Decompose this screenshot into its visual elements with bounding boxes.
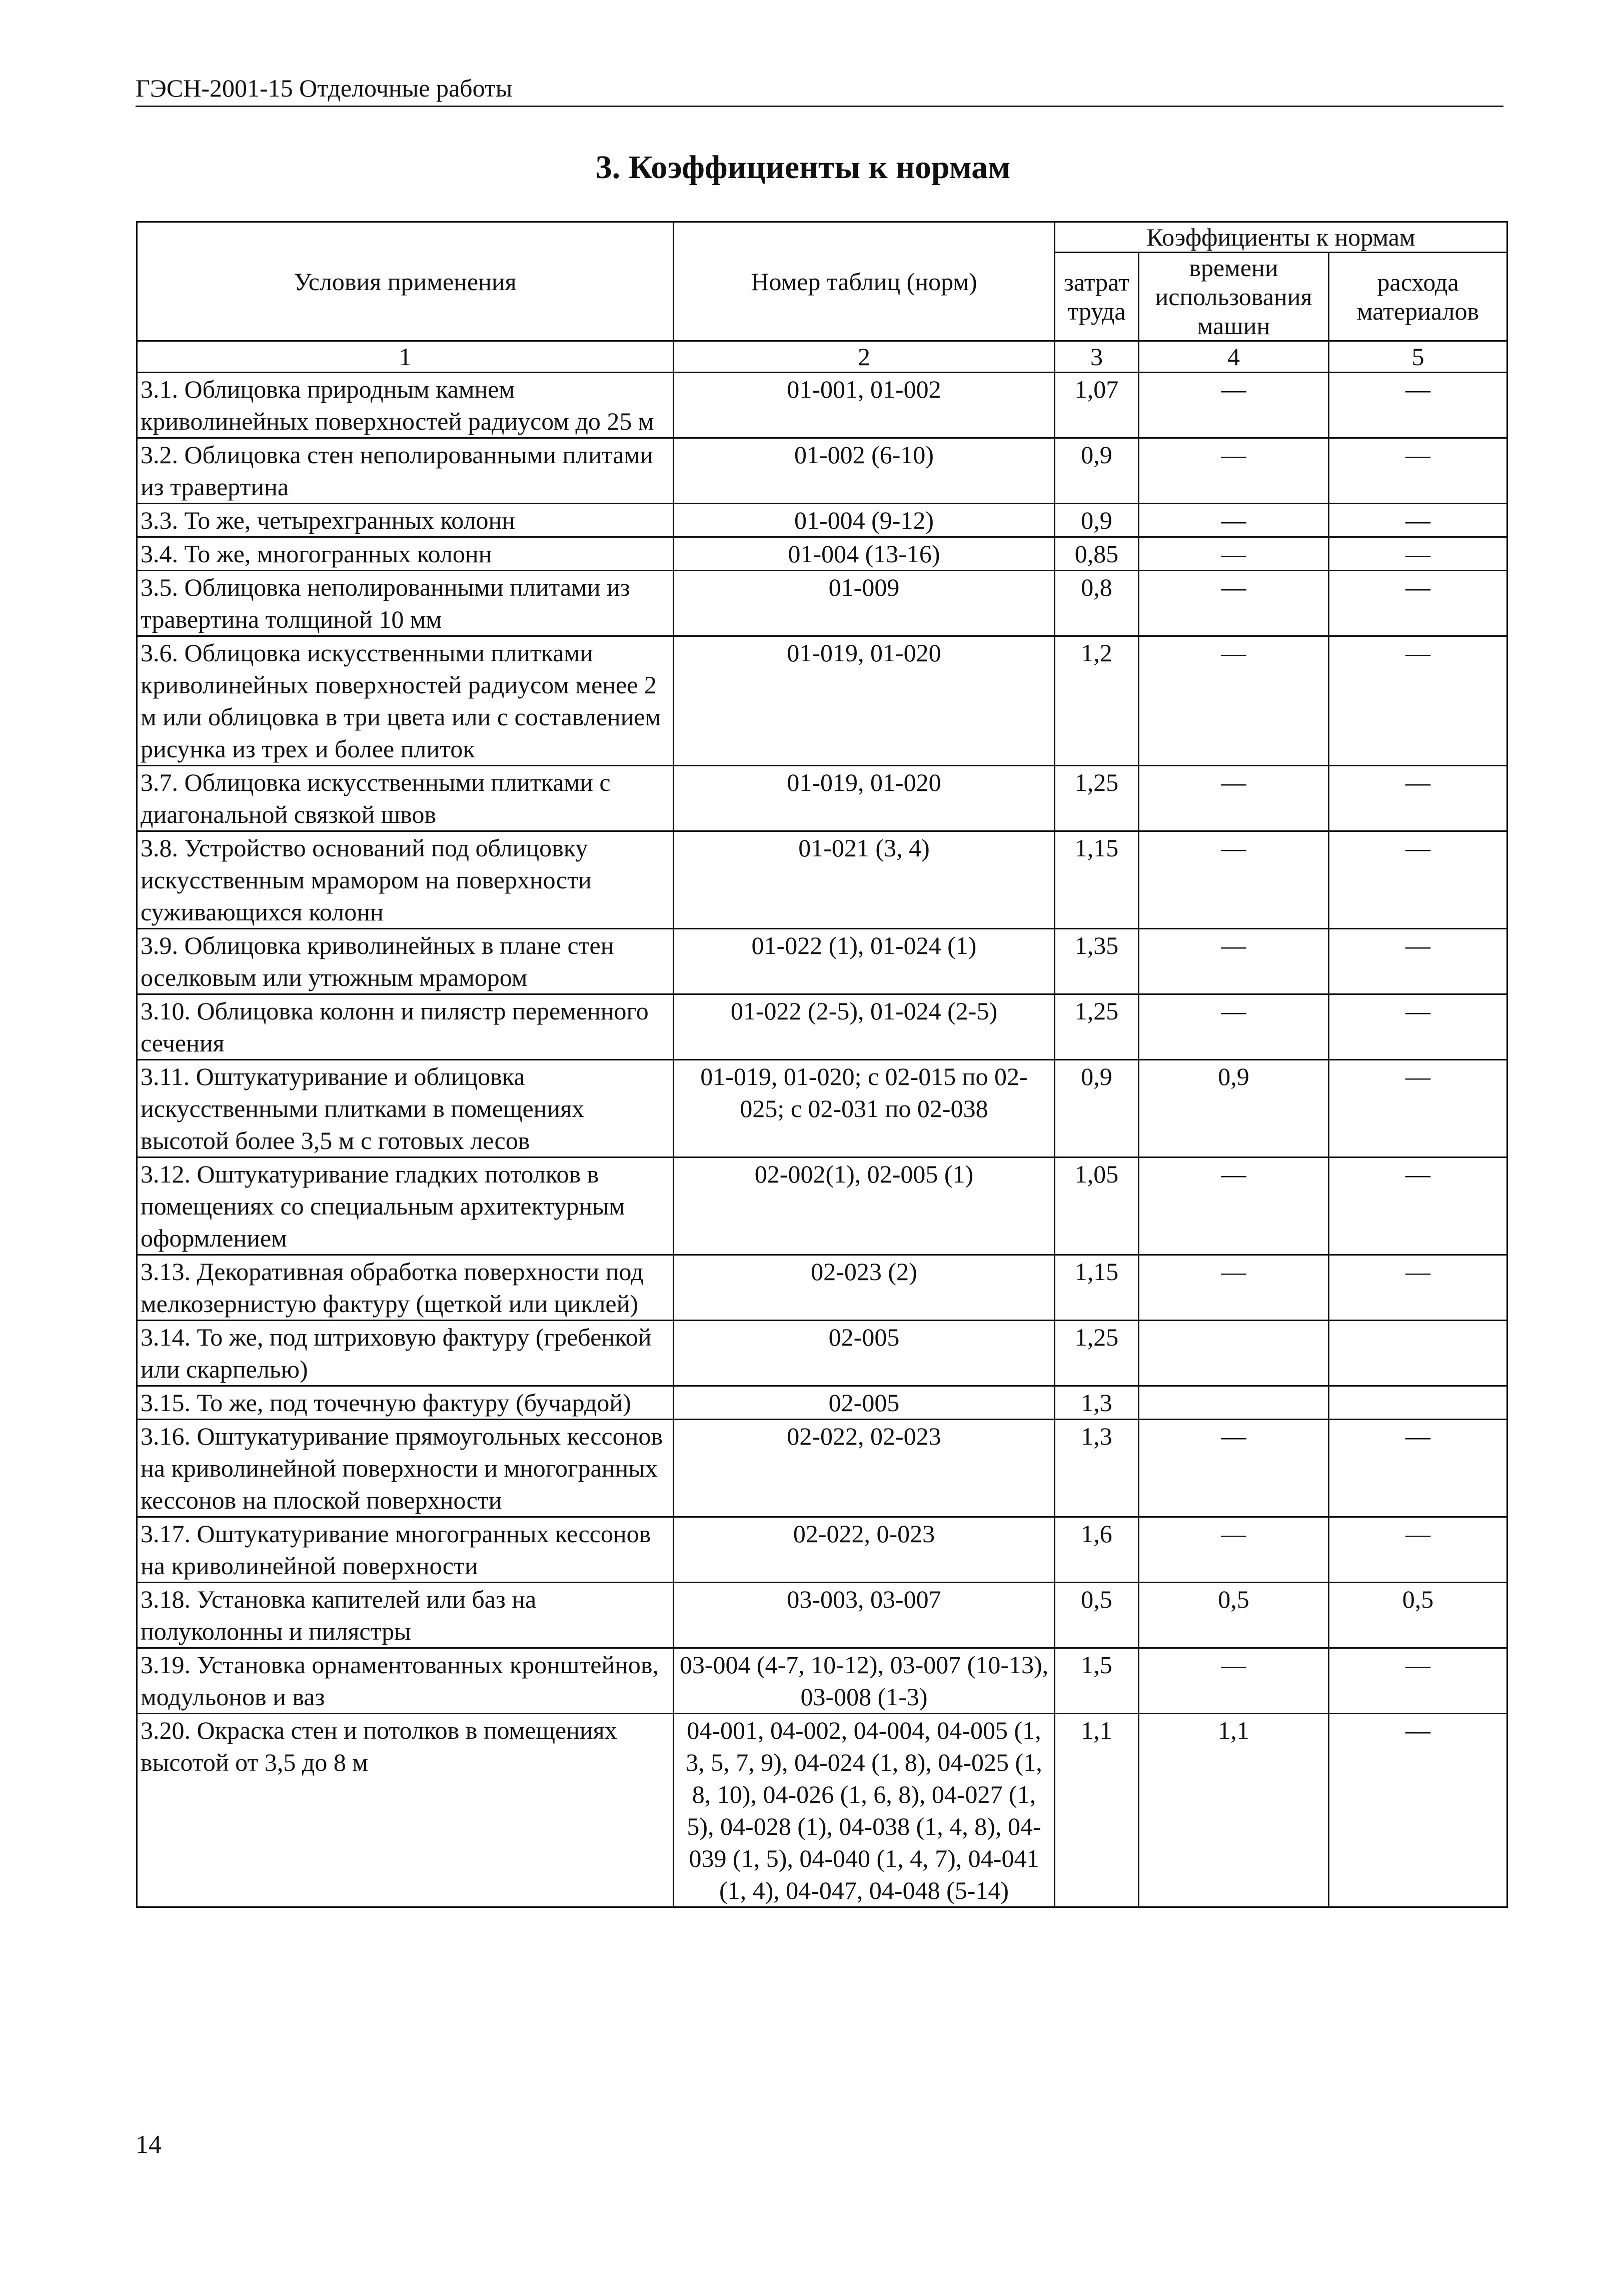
row-labor-coef: 0,85 bbox=[1055, 537, 1139, 571]
row-condition: 3.11. Оштукатуривание и облицовка искусственными плитками в помещениях высотой более 3,5 м с готовых лесов bbox=[137, 1060, 674, 1158]
table-row bbox=[137, 994, 1507, 1060]
row-table-numbers: 01-004 (9-12) bbox=[674, 504, 1055, 537]
row-table-numbers: 02-002(1), 02-005 (1) bbox=[674, 1158, 1055, 1255]
row-machine-coef: — bbox=[1139, 438, 1329, 504]
row-table-numbers: 04-001, 04-002, 04-004, 04-005 (1, 3, 5, 7, 9), 04-024 (1, 8), 04-025 (1, 8, 10), 04-026 (1, 6, 8), 04-027 (1, 5), 04-028 (1), 04-038 (1, 4, 8), 04-039 (1, 5), 04-040 (1, 4, 7), 04-041 (1, 4), 04-047, 04-048 (5-14) bbox=[674, 1714, 1055, 1907]
row-labor-coef: 1,3 bbox=[1055, 1386, 1139, 1420]
row-labor-coef: 1,15 bbox=[1055, 1255, 1139, 1321]
table-row bbox=[137, 1714, 1507, 1907]
table-row bbox=[137, 1517, 1507, 1583]
row-materials-coef bbox=[1329, 1386, 1507, 1420]
header-materials: расхода материалов bbox=[1329, 253, 1507, 341]
row-table-numbers: 01-001, 01-002 bbox=[674, 373, 1055, 438]
row-materials-coef: — bbox=[1329, 766, 1507, 831]
row-table-numbers: 02-022, 02-023 bbox=[674, 1420, 1055, 1517]
row-labor-coef: 1,2 bbox=[1055, 636, 1139, 766]
column-number: 3 bbox=[1055, 341, 1139, 373]
page-number: 14 bbox=[136, 2130, 162, 2159]
header-coefficients-group: Коэффициенты к нормам bbox=[1055, 222, 1507, 253]
column-number-row bbox=[137, 341, 1507, 373]
table-row bbox=[137, 373, 1507, 438]
row-materials-coef: — bbox=[1329, 373, 1507, 438]
row-labor-coef: 0,9 bbox=[1055, 504, 1139, 537]
coefficients-table bbox=[136, 221, 1508, 1908]
row-materials-coef: — bbox=[1329, 1517, 1507, 1583]
row-condition: 3.9. Облицовка криволинейных в плане стен оселковым или утюжным мрамором bbox=[137, 929, 674, 994]
row-materials-coef bbox=[1329, 1321, 1507, 1386]
row-machine-coef: — bbox=[1139, 537, 1329, 571]
row-table-numbers: 01-019, 01-020 bbox=[674, 636, 1055, 766]
row-labor-coef: 1,25 bbox=[1055, 994, 1139, 1060]
row-labor-coef: 0,8 bbox=[1055, 571, 1139, 636]
table-row bbox=[137, 1060, 1507, 1158]
table-row bbox=[137, 636, 1507, 766]
row-machine-coef bbox=[1139, 1321, 1329, 1386]
row-machine-coef: — bbox=[1139, 504, 1329, 537]
row-table-numbers: 01-004 (13-16) bbox=[674, 537, 1055, 571]
row-labor-coef: 1,3 bbox=[1055, 1420, 1139, 1517]
row-materials-coef: — bbox=[1329, 994, 1507, 1060]
table-row bbox=[137, 537, 1507, 571]
row-labor-coef: 1,35 bbox=[1055, 929, 1139, 994]
row-condition: 3.4. То же, многогранных колонн bbox=[137, 537, 674, 571]
row-condition: 3.2. Облицовка стен неполированными плитами из травертина bbox=[137, 438, 674, 504]
row-materials-coef: — bbox=[1329, 537, 1507, 571]
row-labor-coef: 0,5 bbox=[1055, 1583, 1139, 1648]
row-condition: 3.20. Окраска стен и потолков в помещениях высотой от 3,5 до 8 м bbox=[137, 1714, 674, 1907]
row-labor-coef: 1,05 bbox=[1055, 1158, 1139, 1255]
row-condition: 3.15. То же, под точечную фактуру (бучардой) bbox=[137, 1386, 674, 1420]
row-machine-coef: 0,5 bbox=[1139, 1583, 1329, 1648]
header-table-numbers: Номер таблиц (норм) bbox=[674, 222, 1055, 341]
table-row bbox=[137, 1583, 1507, 1648]
table-row bbox=[137, 766, 1507, 831]
row-condition: 3.12. Оштукатуривание гладких потолков в помещениях со специальным архитектурным оформлением bbox=[137, 1158, 674, 1255]
row-materials-coef: — bbox=[1329, 831, 1507, 929]
row-table-numbers: 01-002 (6-10) bbox=[674, 438, 1055, 504]
row-materials-coef: — bbox=[1329, 1420, 1507, 1517]
table-row bbox=[137, 1420, 1507, 1517]
row-condition: 3.17. Оштукатуривание многогранных кессонов на криволинейной поверхности bbox=[137, 1517, 674, 1583]
header-labor: затрат труда bbox=[1055, 253, 1139, 341]
table-row bbox=[137, 1386, 1507, 1420]
row-labor-coef: 1,5 bbox=[1055, 1648, 1139, 1714]
row-condition: 3.3. То же, четырехгранных колонн bbox=[137, 504, 674, 537]
row-machine-coef: — bbox=[1139, 636, 1329, 766]
row-materials-coef: — bbox=[1329, 1060, 1507, 1158]
row-condition: 3.6. Облицовка искусственными плитками криволинейных поверхностей радиусом менее 2 м или облицовка в три цвета или с составлением рисунка из трех и более плиток bbox=[137, 636, 674, 766]
row-condition: 3.1. Облицовка природным камнем криволинейных поверхностей радиусом до 25 м bbox=[137, 373, 674, 438]
row-materials-coef: — bbox=[1329, 1648, 1507, 1714]
row-machine-coef: — bbox=[1139, 1420, 1329, 1517]
row-table-numbers: 02-023 (2) bbox=[674, 1255, 1055, 1321]
row-table-numbers: 02-005 bbox=[674, 1321, 1055, 1386]
row-condition: 3.13. Декоративная обработка поверхности под мелкозернистую фактуру (щеткой или циклей) bbox=[137, 1255, 674, 1321]
row-machine-coef: — bbox=[1139, 571, 1329, 636]
row-table-numbers: 01-019, 01-020 bbox=[674, 766, 1055, 831]
table-row bbox=[137, 1648, 1507, 1714]
row-labor-coef: 1,25 bbox=[1055, 766, 1139, 831]
table-row bbox=[137, 929, 1507, 994]
header-conditions: Условия применения bbox=[137, 222, 674, 341]
row-materials-coef: — bbox=[1329, 571, 1507, 636]
row-table-numbers: 01-021 (3, 4) bbox=[674, 831, 1055, 929]
table-row bbox=[137, 571, 1507, 636]
row-materials-coef: — bbox=[1329, 504, 1507, 537]
row-table-numbers: 01-009 bbox=[674, 571, 1055, 636]
row-table-numbers: 01-019, 01-020; с 02-015 по 02-025; с 02-031 по 02-038 bbox=[674, 1060, 1055, 1158]
row-machine-coef: — bbox=[1139, 929, 1329, 994]
row-condition: 3.18. Установка капителей или баз на полуколонны и пилястры bbox=[137, 1583, 674, 1648]
table-row bbox=[137, 1158, 1507, 1255]
row-labor-coef: 1,15 bbox=[1055, 831, 1139, 929]
section-title: 3. Коэффициенты к нормам bbox=[595, 149, 1011, 186]
row-machine-coef: 1,1 bbox=[1139, 1714, 1329, 1907]
row-machine-coef bbox=[1139, 1386, 1329, 1420]
table-row bbox=[137, 831, 1507, 929]
row-materials-coef: — bbox=[1329, 636, 1507, 766]
row-condition: 3.7. Облицовка искусственными плитками с диагональной связкой швов bbox=[137, 766, 674, 831]
row-labor-coef: 0,9 bbox=[1055, 438, 1139, 504]
row-machine-coef: — bbox=[1139, 1158, 1329, 1255]
column-number: 4 bbox=[1139, 341, 1329, 373]
row-table-numbers: 02-022, 0-023 bbox=[674, 1517, 1055, 1583]
column-number: 1 bbox=[137, 341, 674, 373]
row-machine-coef: — bbox=[1139, 1517, 1329, 1583]
row-labor-coef: 1,6 bbox=[1055, 1517, 1139, 1583]
column-number: 5 bbox=[1329, 341, 1507, 373]
row-condition: 3.19. Установка орнаментованных кронштейнов, модульонов и ваз bbox=[137, 1648, 674, 1714]
row-materials-coef: — bbox=[1329, 1255, 1507, 1321]
row-condition: 3.14. То же, под штриховую фактуру (гребенкой или скарпелью) bbox=[137, 1321, 674, 1386]
row-machine-coef: — bbox=[1139, 373, 1329, 438]
row-materials-coef: — bbox=[1329, 1714, 1507, 1907]
row-table-numbers: 01-022 (1), 01-024 (1) bbox=[674, 929, 1055, 994]
row-table-numbers: 03-004 (4-7, 10-12), 03-007 (10-13), 03-008 (1-3) bbox=[674, 1648, 1055, 1714]
row-machine-coef: — bbox=[1139, 831, 1329, 929]
row-materials-coef: — bbox=[1329, 1158, 1507, 1255]
row-condition: 3.10. Облицовка колонн и пилястр переменного сечения bbox=[137, 994, 674, 1060]
column-number: 2 bbox=[674, 341, 1055, 373]
running-header: ГЭСН-2001-15 Отделочные работы bbox=[136, 73, 1503, 107]
row-machine-coef: — bbox=[1139, 994, 1329, 1060]
row-machine-coef: — bbox=[1139, 766, 1329, 831]
row-condition: 3.16. Оштукатуривание прямоугольных кессонов на криволинейной поверхности и многогранных кессонов на плоской поверхности bbox=[137, 1420, 674, 1517]
row-machine-coef: — bbox=[1139, 1648, 1329, 1714]
row-materials-coef: 0,5 bbox=[1329, 1583, 1507, 1648]
row-machine-coef: 0,9 bbox=[1139, 1060, 1329, 1158]
table-row bbox=[137, 504, 1507, 537]
table-row bbox=[137, 438, 1507, 504]
row-labor-coef: 1,1 bbox=[1055, 1714, 1139, 1907]
row-materials-coef: — bbox=[1329, 438, 1507, 504]
row-materials-coef: — bbox=[1329, 929, 1507, 994]
row-table-numbers: 03-003, 03-007 bbox=[674, 1583, 1055, 1648]
row-labor-coef: 1,25 bbox=[1055, 1321, 1139, 1386]
row-machine-coef: — bbox=[1139, 1255, 1329, 1321]
row-condition: 3.5. Облицовка неполированными плитами из травертина толщиной 10 мм bbox=[137, 571, 674, 636]
table-row bbox=[137, 1255, 1507, 1321]
row-condition: 3.8. Устройство оснований под облицовку искусственным мрамором на поверхности суживающихся колонн bbox=[137, 831, 674, 929]
row-table-numbers: 01-022 (2-5), 01-024 (2-5) bbox=[674, 994, 1055, 1060]
row-table-numbers: 02-005 bbox=[674, 1386, 1055, 1420]
table-row bbox=[137, 1321, 1507, 1386]
header-machine-time: времени использования машин bbox=[1139, 253, 1329, 341]
row-labor-coef: 1,07 bbox=[1055, 373, 1139, 438]
row-labor-coef: 0,9 bbox=[1055, 1060, 1139, 1158]
